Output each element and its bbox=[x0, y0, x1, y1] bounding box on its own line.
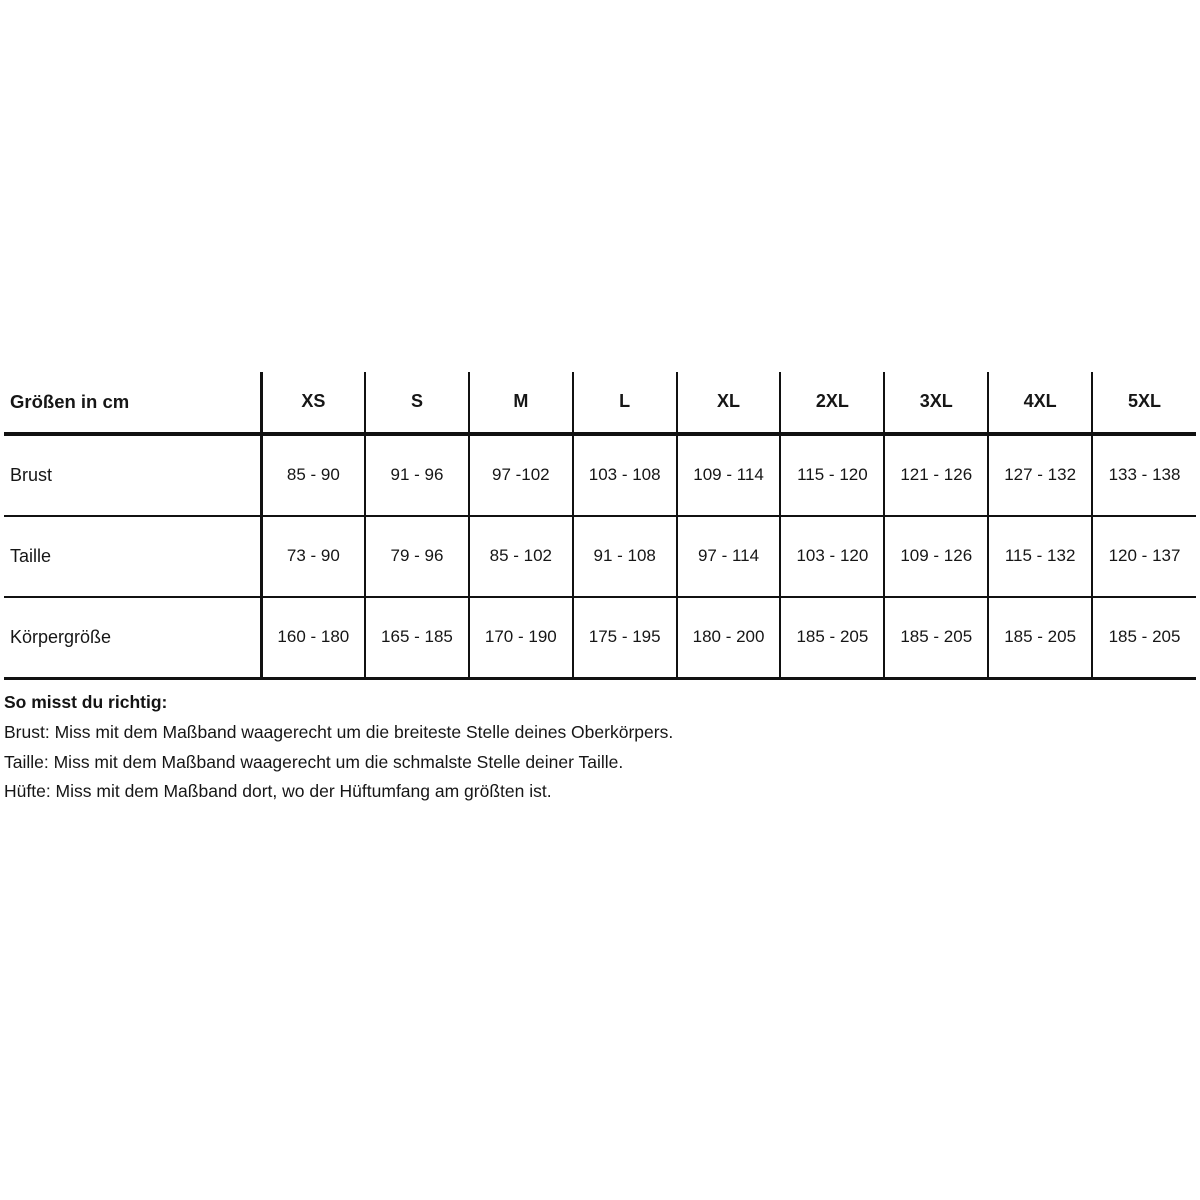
cell-brust-2xl bbox=[780, 434, 884, 516]
cell-text: 127 - 132 bbox=[1004, 465, 1077, 485]
cell-koerpergroesse-xs bbox=[261, 597, 365, 679]
cell-text: 160 - 180 bbox=[277, 627, 350, 647]
cell-text: 91 - 108 bbox=[593, 546, 656, 566]
cell-koerpergroesse-5xl bbox=[1092, 597, 1196, 679]
cell-text: 185 - 205 bbox=[900, 627, 973, 647]
table-row-brust bbox=[4, 434, 1196, 516]
cell-brust-5xl bbox=[1092, 434, 1196, 516]
row-label-brust: Brust bbox=[4, 434, 261, 516]
cell-taille-xl bbox=[677, 516, 781, 597]
cell-text: 109 - 114 bbox=[693, 465, 764, 485]
size-header-3xl: 3XL bbox=[884, 372, 988, 434]
size-header-xs: XS bbox=[261, 372, 365, 434]
cell-koerpergroesse-xl bbox=[677, 597, 781, 679]
cell-koerpergroesse-3xl bbox=[884, 597, 988, 679]
table-corner-label: Größen in cm bbox=[4, 372, 261, 434]
measuring-instructions bbox=[4, 692, 1104, 810]
cell-text: 79 - 96 bbox=[390, 546, 444, 566]
cell-text: 85 - 90 bbox=[286, 465, 340, 485]
size-header-2xl: 2XL bbox=[780, 372, 884, 434]
cell-taille-m bbox=[469, 516, 573, 597]
cell-taille-s bbox=[365, 516, 469, 597]
size-header-5xl: 5XL bbox=[1092, 372, 1196, 434]
cell-text: 170 - 190 bbox=[484, 627, 557, 647]
size-header-l: L bbox=[573, 372, 677, 434]
cell-text: 180 - 200 bbox=[692, 627, 765, 647]
cell-text: 103 - 120 bbox=[796, 546, 869, 566]
table-row-taille bbox=[4, 516, 1196, 597]
instruction-line-taille: Taille: Miss mit dem Maßband waagerecht um die schmalste Stelle deiner Taille. bbox=[4, 751, 624, 772]
cell-taille-5xl bbox=[1092, 516, 1196, 597]
cell-text: 165 - 185 bbox=[381, 627, 453, 647]
table-row-koerpergroesse bbox=[4, 597, 1196, 679]
row-label-koerpergroesse: Körpergröße bbox=[4, 597, 261, 679]
cell-brust-s bbox=[365, 434, 469, 516]
cell-text: 73 - 90 bbox=[286, 546, 340, 566]
table-header-row bbox=[4, 372, 1196, 434]
cell-taille-2xl bbox=[780, 516, 884, 597]
cell-text: 115 - 132 bbox=[1004, 546, 1076, 566]
cell-brust-3xl bbox=[884, 434, 988, 516]
cell-taille-4xl bbox=[988, 516, 1092, 597]
cell-text: 97 - 114 bbox=[697, 546, 760, 566]
cell-koerpergroesse-s bbox=[365, 597, 469, 679]
cell-koerpergroesse-2xl bbox=[780, 597, 884, 679]
cell-text: 133 - 138 bbox=[1108, 465, 1181, 485]
instructions-title: So misst du richtig: bbox=[4, 692, 168, 712]
cell-text: 103 - 108 bbox=[588, 465, 661, 485]
cell-text: 120 - 137 bbox=[1108, 546, 1181, 566]
cell-text: 185 - 205 bbox=[1004, 627, 1077, 647]
size-header-m: M bbox=[469, 372, 573, 434]
cell-brust-m bbox=[469, 434, 573, 516]
cell-brust-l bbox=[573, 434, 677, 516]
size-header-xl: XL bbox=[677, 372, 781, 434]
size-header-4xl: 4XL bbox=[988, 372, 1092, 434]
instruction-line-huefte: Hüfte: Miss mit dem Maßband dort, wo der Hüftumfang am größten ist. bbox=[4, 781, 552, 802]
cell-text: 85 - 102 bbox=[489, 546, 553, 566]
instruction-line-brust: Brust: Miss mit dem Maßband waagerecht um die breiteste Stelle deines Oberkörpers. bbox=[4, 721, 674, 742]
cell-text: 121 - 126 bbox=[900, 465, 973, 485]
cell-text: 109 - 126 bbox=[900, 546, 973, 566]
cell-text: 175 - 195 bbox=[588, 627, 661, 647]
cell-text: 97 -102 bbox=[491, 465, 550, 485]
cell-text: 185 - 205 bbox=[1108, 627, 1181, 647]
cell-koerpergroesse-m bbox=[469, 597, 573, 679]
cell-taille-l bbox=[573, 516, 677, 597]
cell-text: 115 - 120 bbox=[797, 465, 868, 485]
cell-koerpergroesse-l bbox=[573, 597, 677, 679]
cell-koerpergroesse-4xl bbox=[988, 597, 1092, 679]
cell-brust-xl bbox=[677, 434, 781, 516]
size-table-container bbox=[4, 372, 1196, 680]
cell-text: 185 - 205 bbox=[796, 627, 869, 647]
cell-brust-xs bbox=[261, 434, 365, 516]
cell-brust-4xl bbox=[988, 434, 1092, 516]
cell-taille-3xl bbox=[884, 516, 988, 597]
size-table bbox=[4, 372, 1196, 680]
row-label-taille: Taille bbox=[4, 516, 261, 597]
size-header-s: S bbox=[365, 372, 469, 434]
cell-text: 91 - 96 bbox=[390, 465, 444, 485]
cell-taille-xs bbox=[261, 516, 365, 597]
